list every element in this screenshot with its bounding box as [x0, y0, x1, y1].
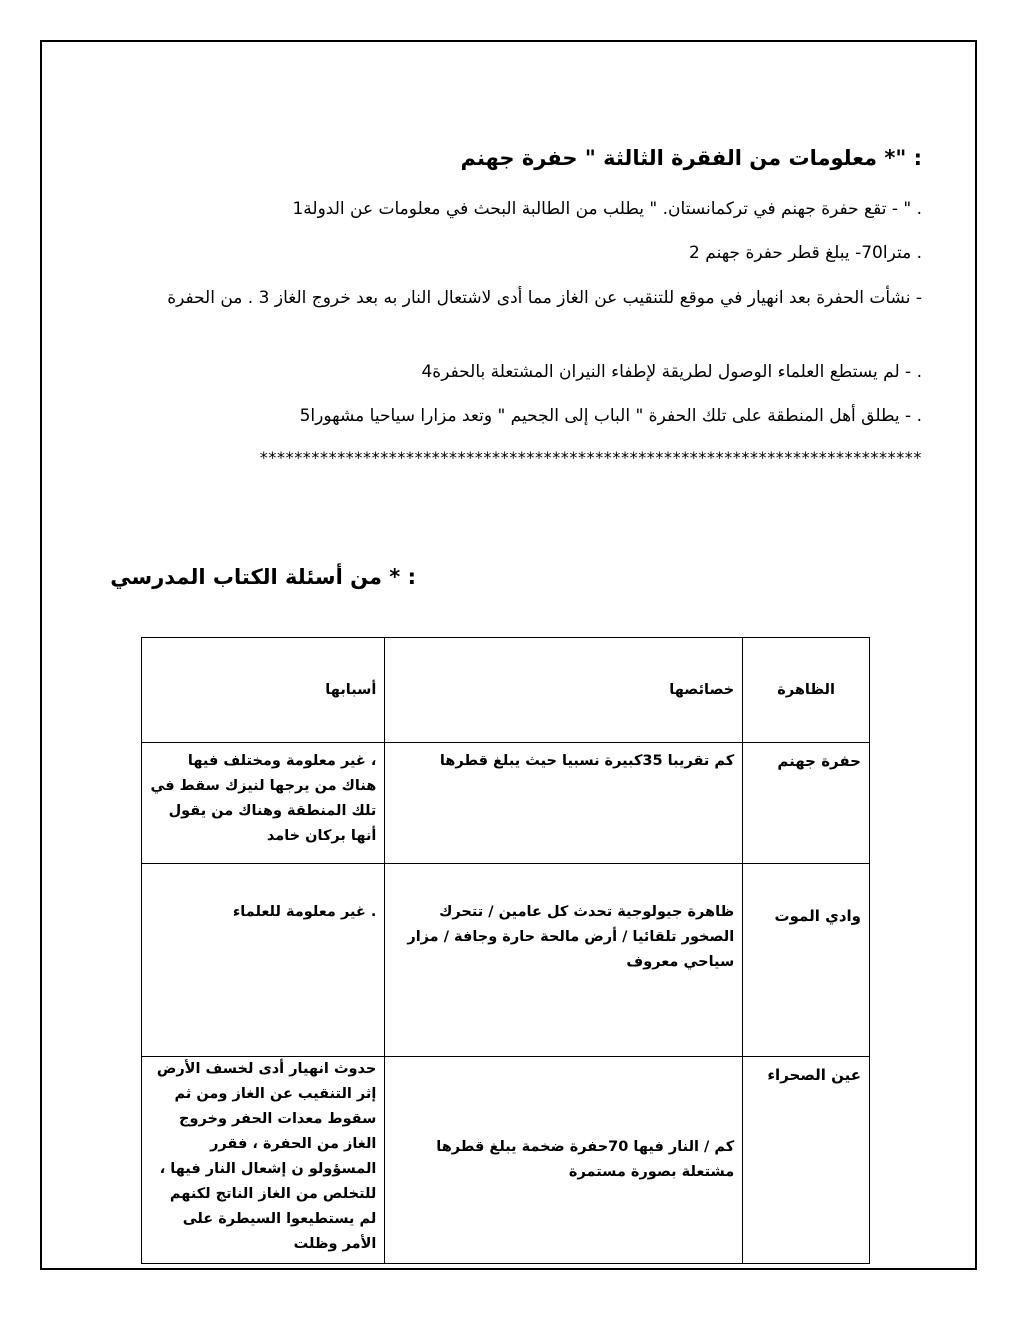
table-row: [142, 743, 870, 864]
table-row: [142, 1057, 870, 1264]
header-phenomenon: الظاهرة: [743, 638, 870, 743]
info-line-1: . " - تقع حفرة جهنم في تركمانستان. " يطلب من الطالبة البحث في معلومات عن الدولة1: [292, 199, 922, 219]
info-line-4: . - لم يستطع العلماء الوصول لطريقة لإطفاء النيران المشتعلة بالحفرة4: [421, 362, 922, 382]
phenomenon-cell: وادي الموت: [743, 864, 870, 1057]
properties-cell: كم / النار فيها 70حفرة ضخمة يبلغ قطرها مشتعلة بصورة مستمرة: [385, 1057, 743, 1264]
causes-cell: ، غير معلومة ومختلف فيها هناك من يرجها لنيزك سقط في تلك المنطقة وهناك من يقول أنها بركان خامد: [142, 743, 385, 864]
asterisk-separator: *****************************************************************************: [259, 448, 922, 467]
info-section-title: : "* معلومات من الفقرة الثالثة " حفرة جهنم: [460, 146, 922, 170]
questions-section-title: : * من أسئلة الكتاب المدرسي: [110, 565, 416, 589]
table-row: [142, 864, 870, 1057]
header-causes: أسبابها: [142, 638, 385, 743]
phenomenon-cell: حفرة جهنم: [743, 743, 870, 864]
info-line-2: . مترا70- يبلغ قطر حفرة جهنم 2: [689, 243, 922, 263]
phenomenon-cell: عين الصحراء: [743, 1057, 870, 1264]
table-header-row: [142, 638, 870, 743]
info-line-3: - نشأت الحفرة بعد انهيار في موقع للتنقيب عن الغاز مما أدى لاشتعال النار به بعد خروج الغاز 3 . من الحفرة: [167, 288, 922, 308]
info-line-5: . - يطلق أهل المنطقة على تلك الحفرة " الباب إلى الجحيم " وتعد مزارا سياحيا مشهورا5: [299, 406, 922, 426]
header-properties: خصائصها: [385, 638, 743, 743]
causes-cell: . غير معلومة للعلماء: [142, 864, 385, 1057]
properties-cell: كم تقريبا 35كبيرة نسبيا حيث يبلغ قطرها: [385, 743, 743, 864]
phenomena-table: [141, 637, 870, 1264]
causes-cell: حدوث انهيار أدى لخسف الأرض إثر التنقيب عن الغاز ومن ثم سقوط معدات الحفر وخروج الغاز من الحفرة ، فقرر المسؤولو ن إشعال النار فيها ، للتخلص من الغاز الناتج لكنهم لم يستطيعوا السيطرة على الأمر وظلت: [142, 1057, 385, 1264]
properties-cell: ظاهرة جيولوجية تحدث كل عامين / تتحرك الصخور تلقائيا / أرض مالحة حارة وجافة / مزار سياحي معروف: [385, 864, 743, 1057]
